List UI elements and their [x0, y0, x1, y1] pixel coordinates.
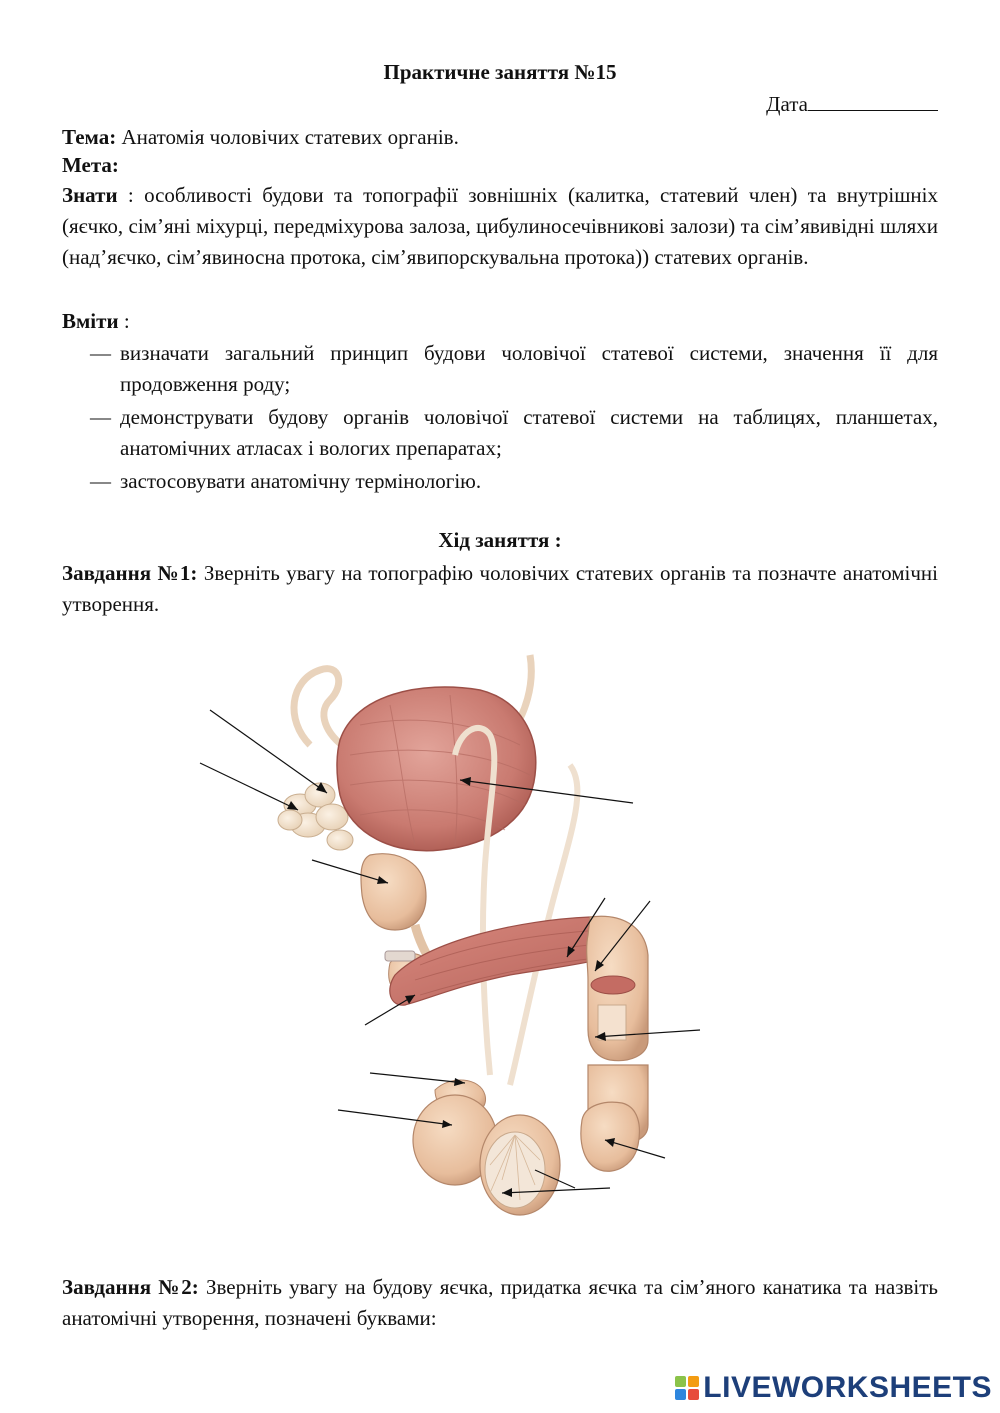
pointer-line: [370, 1073, 465, 1083]
date-field: [766, 92, 938, 117]
skills-line: [62, 306, 938, 337]
task2-paragraph: [62, 1272, 938, 1334]
page-title: Практичне заняття №15: [383, 60, 617, 84]
anatomy-illustration: [190, 645, 720, 1230]
list-item: [90, 402, 938, 464]
list-item-text: застосовувати анатомічну термінологію.: [120, 469, 482, 493]
skills-list: [90, 338, 938, 499]
date-blank-line[interactable]: [808, 92, 938, 111]
progress-heading: Хід заняття :: [438, 528, 562, 552]
list-dash: —: [90, 469, 111, 493]
liveworksheets-logo[interactable]: [675, 1371, 992, 1405]
date-label: Дата: [766, 92, 808, 116]
goal-line: [62, 150, 938, 181]
shaft-cross-section-shape: [591, 976, 635, 994]
skills-label: Вміти: [62, 309, 119, 333]
task2-label: Завдання №2:: [62, 1275, 199, 1299]
list-item: [90, 338, 938, 400]
list-item: [90, 466, 938, 497]
pointer-line: [200, 763, 298, 810]
skills-suffix: :: [118, 309, 130, 333]
list-dash: —: [90, 405, 111, 429]
urogenital-diaphragm-shape: [385, 951, 415, 961]
liveworksheets-logo-icon: [675, 1376, 699, 1400]
topic-line: [62, 122, 938, 153]
pointer-line: [210, 710, 327, 793]
know-text: : особливості будови та топографії зовнішніх (калитка, статевий член) та внутрішніх (яєчко, сім’яні міхурці, передміхурова залоза, цибулиносечівникові залози) та сім’явивідні шляхи (над’яєчко, сім’явиносна протока, сім’явипорскувальна протока)) статевих органів.: [62, 183, 938, 269]
know-label: Знати: [62, 183, 118, 207]
glans-shape: [581, 1102, 640, 1171]
task1-paragraph: [62, 558, 938, 620]
prostate-shape: [361, 854, 426, 930]
topic-text: Анатомія чоловічих статевих органів.: [121, 125, 459, 149]
list-item-text: визначати загальний принцип будови чоловічої статевої системи, значення її для продовження роду;: [120, 341, 938, 396]
logo-text: LIVEWORKSHEETS: [703, 1371, 992, 1404]
goal-label: Мета:: [62, 153, 119, 177]
know-paragraph: [62, 180, 938, 273]
list-dash: —: [90, 341, 111, 365]
task1-text: Зверніть увагу на топографію чоловічих статевих органів та позначте анатомічні утворення.: [62, 561, 938, 616]
task2-text: Зверніть увагу на будову яєчка, придатка яєчка та сім’яного канатика та назвіть анатомічні утворення, позначені буквами:: [62, 1275, 938, 1330]
topic-label: Тема:: [62, 125, 117, 149]
list-item-text: демонструвати будову органів чоловічої статевої системи на таблицях, планшетах, анатомічних атласах і вологих препаратах;: [120, 405, 938, 460]
urinary-bladder-shape: [337, 687, 536, 851]
task1-label: Завдання №1:: [62, 561, 198, 585]
